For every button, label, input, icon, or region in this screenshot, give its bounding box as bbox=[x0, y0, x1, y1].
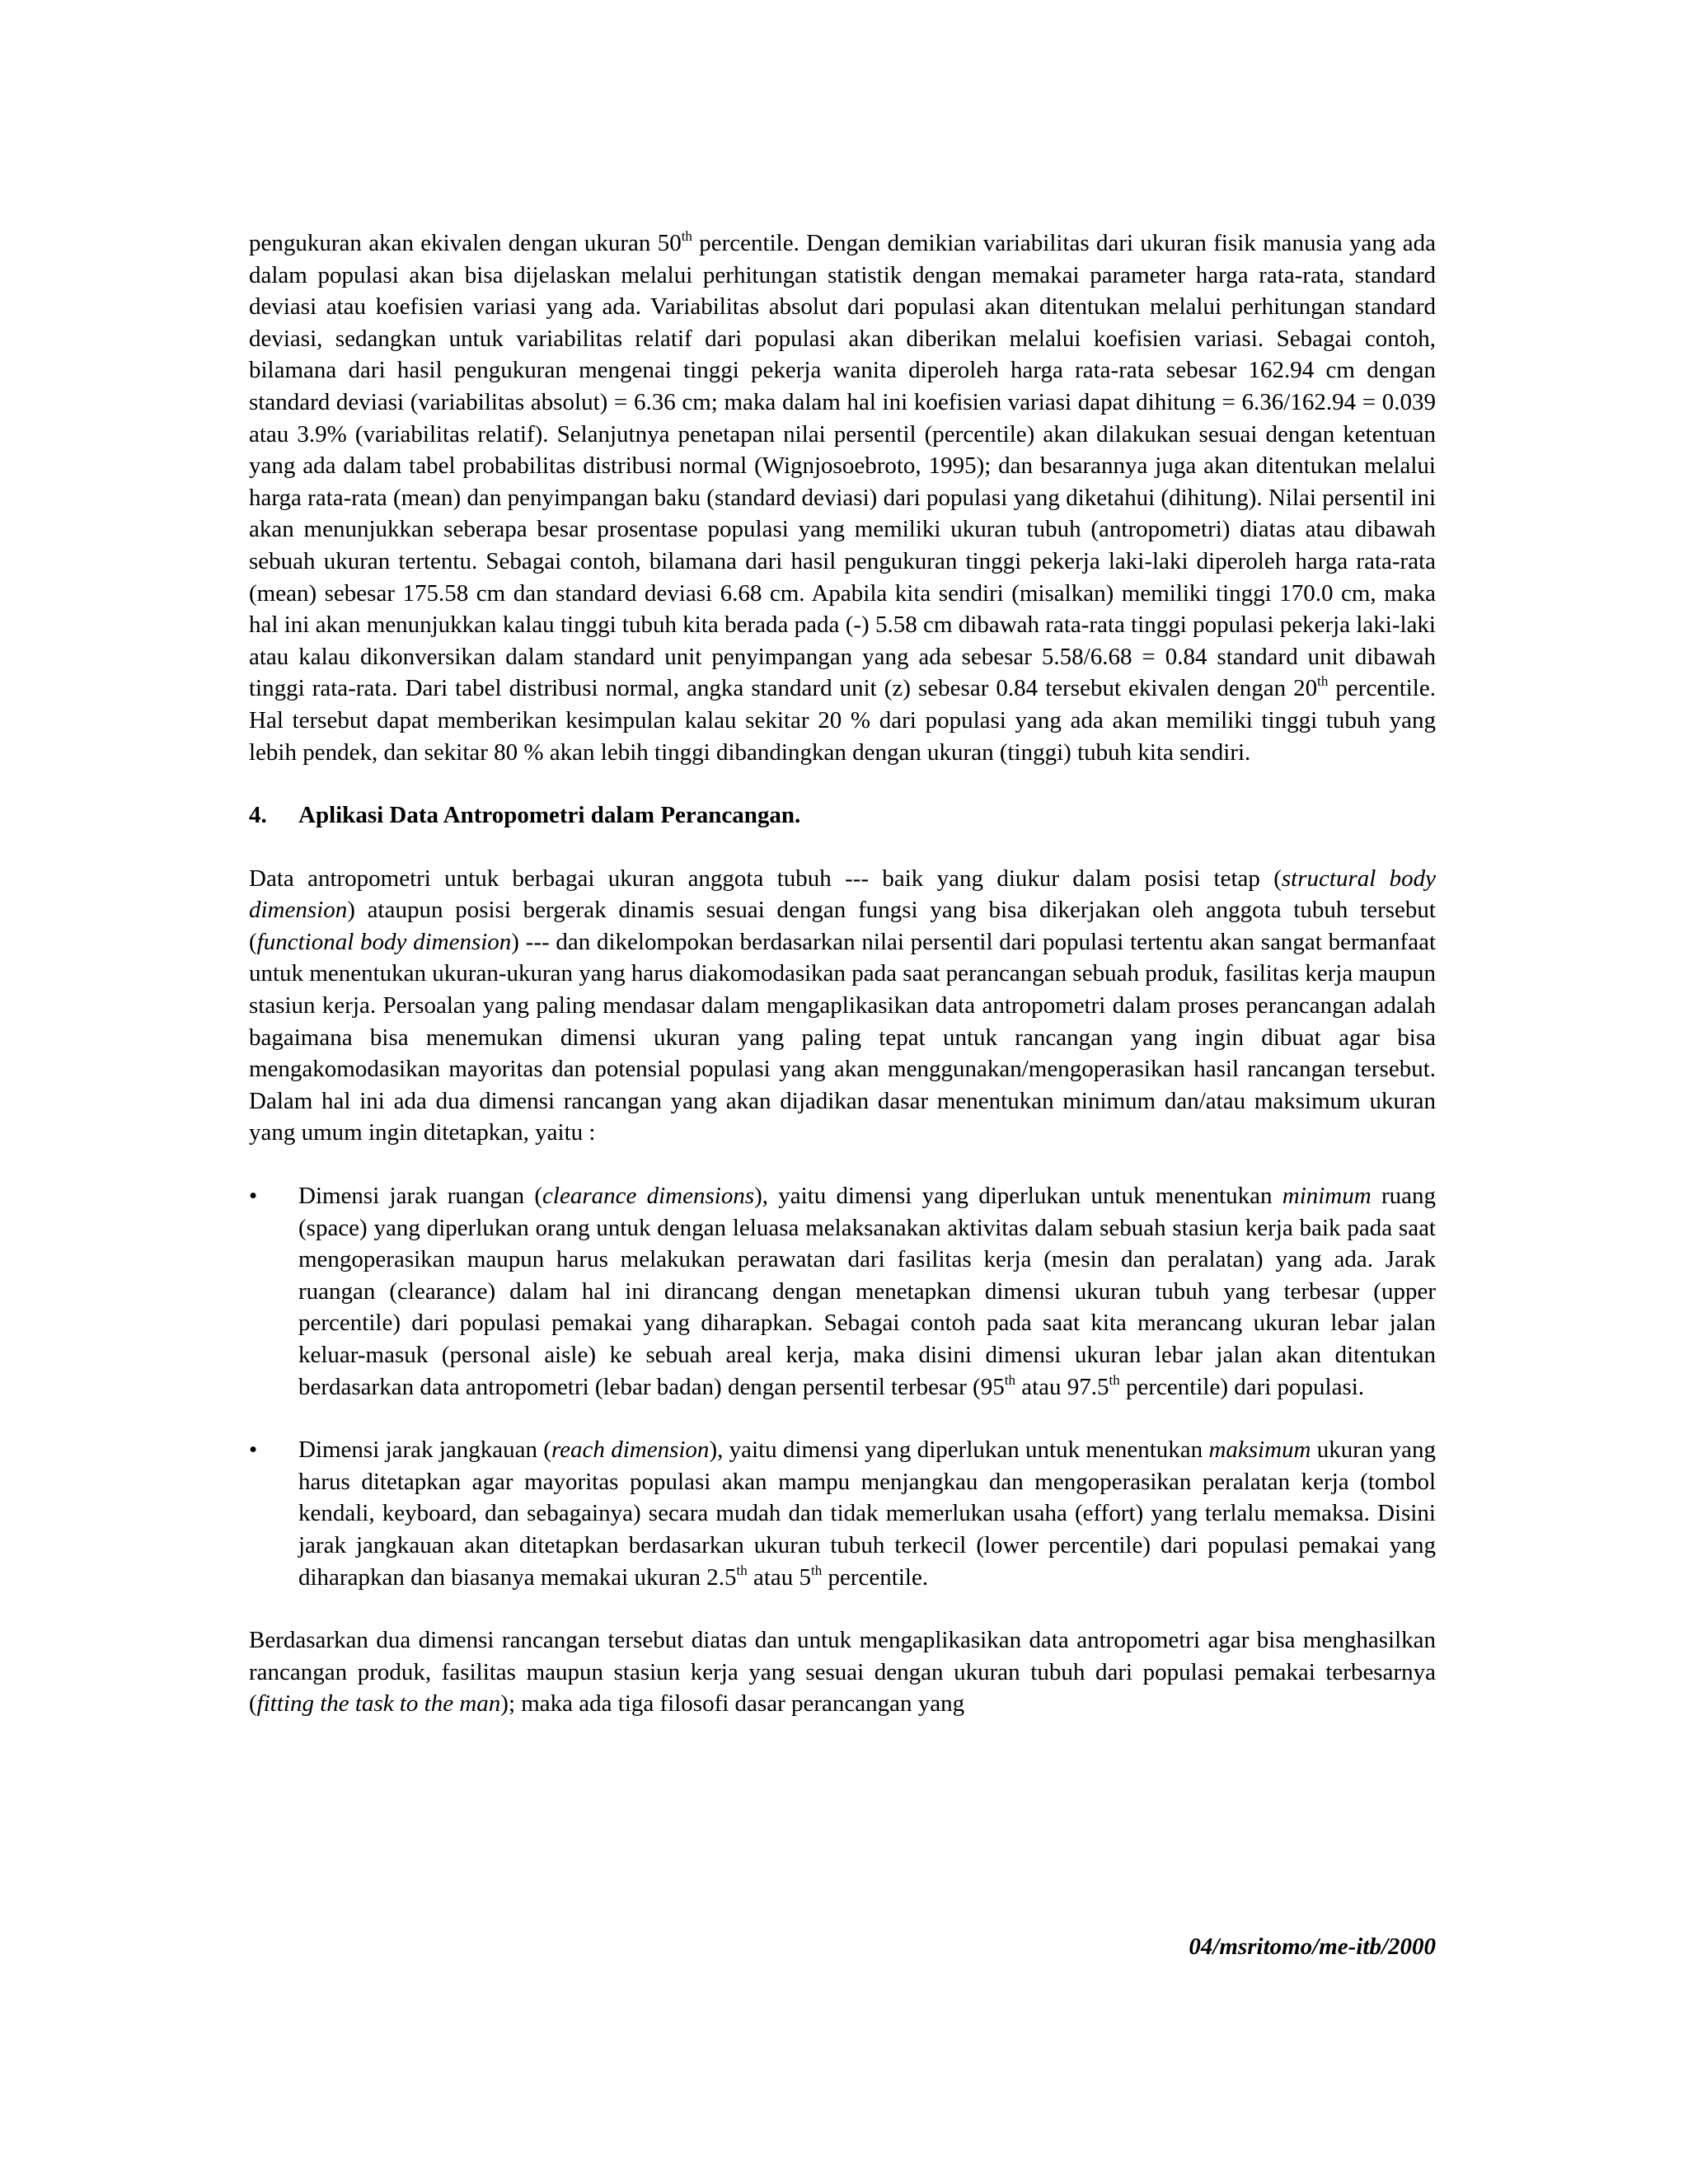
text-run: percentile. bbox=[822, 1563, 929, 1591]
bullet-marker: • bbox=[249, 1436, 258, 1464]
section-heading bbox=[249, 799, 1436, 832]
italic-term: minimum bbox=[1282, 1183, 1372, 1210]
paragraph-percentile bbox=[249, 227, 1436, 768]
superscript: th bbox=[736, 1562, 748, 1578]
superscript: th bbox=[811, 1562, 823, 1578]
bullet-marker: • bbox=[249, 1183, 258, 1210]
text-run: ukuran yang harus ditetapkan agar mayoritas populasi akan mampu menjangkau dan mengoperasikan peralatan kerja (tombol kendali, keyboard, dan sebagainya) secara mudah dan tidak memerlukan usaha (effort) yang terlalu memaksa. Disini jarak jangkauan akan ditetapkan berdasarkan ukuran tubuh terkecil (lower percentile) dari populasi pemakai yang diharapkan dan biasanya memakai ukuran 2.5 bbox=[298, 1436, 1436, 1591]
text-run: atau 97.5 bbox=[1015, 1373, 1109, 1400]
text-run: Dimensi jarak ruangan ( bbox=[298, 1183, 543, 1210]
text-run: ) --- dan dikelompokan berdasarkan nilai persentil dari populasi tertentu akan sangat bermanfaat untuk menentukan ukuran-ukuran yang harus diakomodasikan pada saat perancangan sebuah produk, fasilitas kerja maupun stasiun kerja. Persoalan yang paling mendasar dalam mengaplikasikan data antropometri dalam proses perancangan adalah bagaimana bisa menemukan dimensi ukuran yang paling tepat untuk rancangan yang ingin dibuat agar bisa mengakomodasikan mayoritas dan potensial populasi yang akan menggunakan/mengoperasikan hasil rancangan tersebut. Dalam hal ini ada dua dimensi rancangan yang akan dijadikan dasar menentukan minimum dan/atau maksimum ukuran yang umum ingin ditetapkan, yaitu : bbox=[249, 928, 1436, 1146]
italic-term: structural body dimension bbox=[249, 865, 1436, 924]
superscript: th bbox=[1109, 1371, 1120, 1388]
text-run: ruang (space) yang diperlukan orang untuk dengan leluasa melaksanakan aktivitas dalam sebuah stasiun kerja baik pada saat mengoperasikan maupun harus melakukan perawatan dari fasilitas kerja (mesin dan peralatan) yang ada. Jarak ruangan (clearance) dalam hal ini dirancang dengan menetapkan dimensi ukuran tubuh yang terbesar (upper percentile) dari populasi pemakai yang diharapkan. Sebagai contoh pada saat kita merancang ukuran lebar jalan keluar-masuk (personal aisle) ke sebuah areal kerja, maka disini dimensi ukuran lebar jalan akan ditentukan berdasarkan data antropometri (lebar badan) dengan persentil terbesar (95 bbox=[298, 1183, 1436, 1400]
dimension-list bbox=[249, 1180, 1436, 1593]
italic-term: functional body dimension bbox=[256, 928, 512, 955]
text-run: percentile. Dengan demikian variabilitas dari ukuran fisik manusia yang ada dalam populasi akan bisa dijelaskan melalui perhitungan statistik dengan memakai parameter harga rata-rata, standard deviasi atau koefisien variasi yang ada. Variabilitas absolut dari populasi akan ditentukan melalui perhitungan standard deviasi, sedangkan untuk variabilitas relatif dari populasi akan diberikan melalui koefisien variasi. Sebagai contoh, bilamana dari hasil pengukuran mengenai tinggi pekerja wanita diperoleh harga rata-rata sebesar 162.94 cm dengan standard deviasi (variabilitas absolut) = 6.36 cm; maka dalam hal ini koefisien variasi dapat dihitung = 6.36/162.94 = 0.039 atau 3.9% (variabilitas relatif). Selanjutnya penetapan nilai persentil (percentile) akan dilakukan sesuai dengan ketentuan yang ada dalam tabel probabilitas distribusi normal (Wignjosoebroto, 1995); dan besarannya juga akan ditentukan melalui harga rata-rata (mean) dan penyimpangan baku (standard deviasi) dari populasi yang diketahui (dihitung). Nilai persentil ini akan menunjukkan seberapa besar prosentase populasi yang memiliki ukuran tubuh (antropometri) diatas atau dibawah sebuah ukuran tertentu. Sebagai contoh, bilamana dari hasil pengukuran tinggi pekerja laki-laki diperoleh harga rata-rata (mean) sebesar 175.58 cm dan standard deviasi 6.68 cm. Apabila kita sendiri (misalkan) memiliki tinggi 170.0 cm, maka hal ini akan menunjukkan kalau tinggi tubuh kita berada pada (-) 5.58 cm dibawah rata-rata tinggi populasi pekerja laki-laki atau kalau dikonversikan dalam standard unit penyimpangan yang ada sebesar 5.58/6.68 = 0.84 standard unit dibawah tinggi rata-rata. Dari tabel distribusi normal, angka standard unit (z) sebesar 0.84 tersebut ekivalen dengan 20 bbox=[249, 230, 1436, 702]
text-run: ); maka ada tiga filosofi dasar perancangan yang bbox=[500, 1690, 965, 1718]
text-run: pengukuran akan ekivalen dengan ukuran 50 bbox=[249, 230, 682, 256]
italic-term: fitting the task to the man bbox=[256, 1690, 501, 1718]
italic-term: clearance dimensions bbox=[542, 1183, 755, 1210]
superscript: th bbox=[681, 228, 692, 244]
section-title: Aplikasi Data Antropometri dalam Perancangan. bbox=[298, 802, 801, 829]
text-run: Dimensi jarak jangkauan ( bbox=[298, 1436, 551, 1464]
text-run: atau 5 bbox=[747, 1563, 812, 1591]
superscript: th bbox=[1317, 673, 1329, 690]
paragraph-application bbox=[249, 863, 1436, 1149]
text-run: ), yaitu dimensi yang diperlukan untuk menentukan bbox=[709, 1436, 1209, 1464]
superscript: th bbox=[1004, 1371, 1015, 1388]
list-item-reach bbox=[249, 1434, 1436, 1593]
text-run: ) ataupun posisi bergerak dinamis sesuai dengan fungsi yang bisa dikerjakan oleh anggota tubuh tersebut ( bbox=[249, 897, 1436, 955]
text-run: ), yaitu dimensi yang diperlukan untuk menentukan bbox=[754, 1183, 1282, 1210]
text-run: percentile. Hal tersebut dapat memberikan kesimpulan kalau sekitar 20 % dari populasi yang ada akan memiliki tinggi tubuh yang lebih pendek, dan sekitar 80 % akan lebih tinggi dibandingkan dengan ukuran (tinggi) tubuh kita sendiri. bbox=[249, 675, 1436, 766]
paragraph-philosophy bbox=[249, 1624, 1436, 1720]
section-number: 4. bbox=[249, 802, 267, 829]
italic-term: maksimum bbox=[1208, 1436, 1311, 1464]
text-run: Berdasarkan dua dimensi rancangan tersebut diatas dan untuk mengaplikasikan data antropometri agar bisa menghasilkan rancangan produk, fasilitas maupun stasiun kerja yang sesuai dengan ukuran tubuh dari populasi pemakai terbesarnya ( bbox=[249, 1627, 1436, 1718]
italic-term: reach dimension bbox=[551, 1436, 710, 1464]
document-page bbox=[249, 227, 1436, 1720]
page-footer: 04/msritomo/me-itb/2000 bbox=[1189, 1933, 1436, 1960]
text-run: Data antropometri untuk berbagai ukuran anggota tubuh --- baik yang diukur dalam posisi tetap ( bbox=[249, 865, 1282, 892]
list-item-clearance bbox=[249, 1180, 1436, 1403]
text-run: percentile) dari populasi. bbox=[1119, 1373, 1365, 1400]
